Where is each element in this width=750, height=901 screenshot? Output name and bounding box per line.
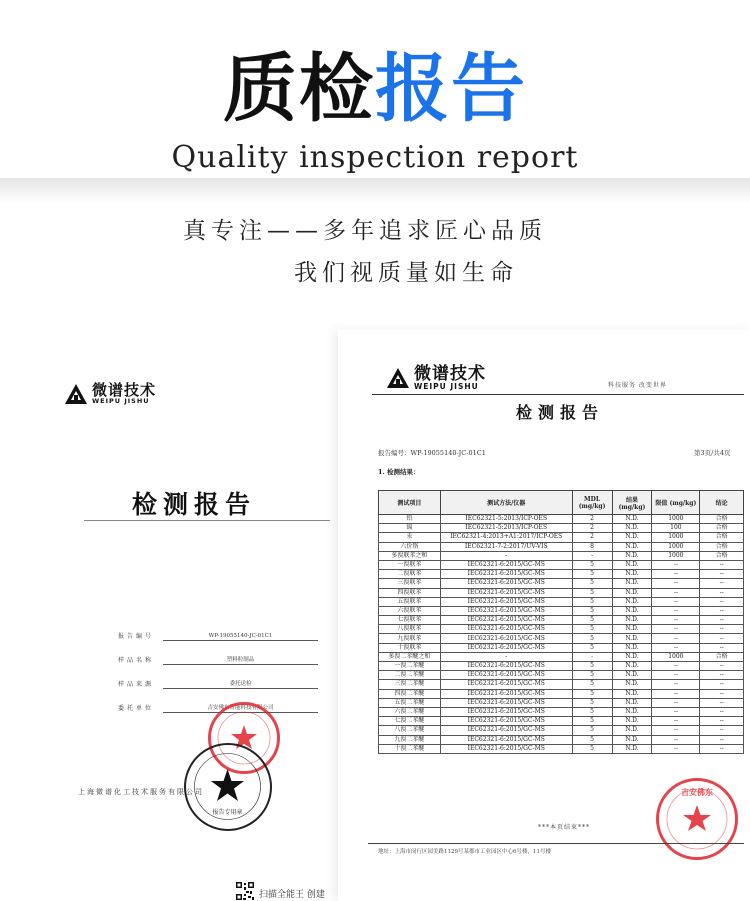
table-cell: IEC62321-6:2015/GC-MS bbox=[440, 726, 572, 735]
table-cell: IEC62321-6:2015/GC-MS bbox=[440, 662, 572, 671]
table-row bbox=[379, 588, 744, 597]
table-cell: 5 bbox=[572, 616, 612, 625]
column-header: 限值 (mg/kg) bbox=[652, 491, 700, 515]
logo-mark-icon bbox=[64, 383, 88, 405]
table-cell: -- bbox=[700, 625, 744, 634]
table-cell: 六溴二苯醚 bbox=[379, 707, 441, 716]
table-cell: -- bbox=[652, 560, 700, 569]
table-cell: 5 bbox=[572, 744, 612, 753]
table-cell: 七溴二苯醚 bbox=[379, 717, 441, 726]
table-cell: IEC62321-6:2015/GC-MS bbox=[440, 570, 572, 579]
logo-en-text: WEIPU JISHU bbox=[92, 397, 150, 406]
page-end-mark: ***本页结束*** bbox=[538, 824, 591, 831]
table-cell: N.D. bbox=[612, 551, 652, 560]
footer-address: 地址：上海市闵行区园美路1129号某都市工业园区中心6号楼，11号楼 bbox=[378, 849, 551, 855]
table-cell: IEC62321-6:2015/GC-MS bbox=[440, 616, 572, 625]
table-row bbox=[379, 606, 744, 615]
table-cell: N.D. bbox=[612, 671, 652, 680]
table-cell: -- bbox=[652, 717, 700, 726]
table-cell: 5 bbox=[572, 698, 612, 707]
table-cell: N.D. bbox=[612, 515, 652, 524]
qr-caption: 扫描全能王 创建 bbox=[259, 890, 325, 900]
table-cell: 5 bbox=[572, 643, 612, 652]
table-row bbox=[379, 597, 744, 606]
table-cell: IEC62321-5:2013/ICP-OES bbox=[440, 515, 572, 524]
table-cell: -- bbox=[700, 643, 744, 652]
company-black-stamp bbox=[184, 743, 272, 831]
table-cell: -- bbox=[700, 744, 744, 753]
table-cell: -- bbox=[652, 597, 700, 606]
table-cell: 1000 bbox=[652, 542, 700, 551]
table-cell: N.D. bbox=[612, 717, 652, 726]
company-logo bbox=[64, 383, 156, 405]
header-shadow-divider bbox=[0, 178, 750, 204]
table-cell: -- bbox=[700, 689, 744, 698]
table-cell: -- bbox=[700, 726, 744, 735]
table-cell: 5 bbox=[572, 625, 612, 634]
table-cell: 五溴二苯醚 bbox=[379, 698, 441, 707]
table-row bbox=[379, 698, 744, 707]
field-value: WP-19055140-JC-01C1 bbox=[208, 633, 273, 639]
issuing-company: 上海微谱化工技术服务有限公司 bbox=[78, 788, 204, 796]
table-cell: 5 bbox=[572, 597, 612, 606]
table-row bbox=[379, 616, 744, 625]
table-cell: -- bbox=[700, 662, 744, 671]
table-cell: 1000 bbox=[652, 652, 700, 661]
table-cell: 5 bbox=[572, 689, 612, 698]
logo-mark-icon bbox=[386, 367, 410, 389]
table-cell: -- bbox=[700, 698, 744, 707]
table-cell: -- bbox=[652, 616, 700, 625]
table-cell: IEC62321-6:2015/GC-MS bbox=[440, 735, 572, 744]
table-cell: IEC62321-6:2015/GC-MS bbox=[440, 634, 572, 643]
slogan-line-2: 我们视质量如生命 bbox=[294, 260, 518, 286]
table-row bbox=[379, 662, 744, 671]
table-cell: 5 bbox=[572, 680, 612, 689]
table-cell: 合格 bbox=[700, 515, 744, 524]
table-cell: 九溴二苯醚 bbox=[379, 735, 441, 744]
cover-divider bbox=[84, 520, 330, 521]
logo-cn-text: 微谱技术 bbox=[92, 381, 157, 400]
table-cell: 铅 bbox=[379, 515, 441, 524]
qr-code-icon bbox=[235, 881, 255, 901]
table-cell: 二溴二苯醚 bbox=[379, 671, 441, 680]
table-row bbox=[379, 726, 744, 735]
logo-en-text: WEIPU JISHU bbox=[414, 382, 479, 391]
table-row bbox=[379, 542, 744, 551]
table-cell: -- bbox=[700, 606, 744, 615]
table-cell: -- bbox=[652, 735, 700, 744]
table-cell: 5 bbox=[572, 726, 612, 735]
table-cell: N.D. bbox=[612, 533, 652, 542]
table-cell: N.D. bbox=[612, 707, 652, 716]
table-cell: IEC62321-6:2015/GC-MS bbox=[440, 689, 572, 698]
header-slogan: 科技服务 改变世界 bbox=[608, 382, 667, 389]
table-cell: IEC62321-6:2015/GC-MS bbox=[440, 680, 572, 689]
table-cell: -- bbox=[652, 588, 700, 597]
table-cell: -- bbox=[700, 588, 744, 597]
table-cell: 三溴二苯醚 bbox=[379, 680, 441, 689]
table-cell: IEC62321-6:2015/GC-MS bbox=[440, 671, 572, 680]
table-row bbox=[379, 652, 744, 661]
table-cell: 1000 bbox=[652, 551, 700, 560]
table-cell: N.D. bbox=[612, 524, 652, 533]
table-cell: N.D. bbox=[612, 597, 652, 606]
table-cell: 5 bbox=[572, 707, 612, 716]
table-cell: IEC62321-5:2013/ICP-OES bbox=[440, 524, 572, 533]
stamp-label: 吉安佛东 bbox=[681, 787, 713, 797]
table-cell: 5 bbox=[572, 560, 612, 569]
table-cell: 九溴联苯 bbox=[379, 634, 441, 643]
table-cell: 5 bbox=[572, 570, 612, 579]
table-cell: N.D. bbox=[612, 588, 652, 597]
table-cell: 三溴联苯 bbox=[379, 579, 441, 588]
table-cell: 八溴联苯 bbox=[379, 625, 441, 634]
table-cell: -- bbox=[700, 634, 744, 643]
table-cell: N.D. bbox=[612, 662, 652, 671]
table-cell: -- bbox=[700, 597, 744, 606]
table-cell: N.D. bbox=[612, 726, 652, 735]
table-cell: IEC62321-4:2013+A1:2017/ICP-OES bbox=[440, 533, 572, 542]
table-cell: N.D. bbox=[612, 698, 652, 707]
table-cell: -- bbox=[652, 634, 700, 643]
title-black-part: 质检 bbox=[223, 46, 375, 132]
table-cell: N.D. bbox=[612, 579, 652, 588]
table-cell: IEC62321-7-2:2017/UV-VIS bbox=[440, 542, 572, 551]
table-cell: -- bbox=[652, 606, 700, 615]
table-cell: 5 bbox=[572, 634, 612, 643]
field-label: 委托单位 bbox=[118, 705, 155, 712]
table-row bbox=[379, 643, 744, 652]
table-row bbox=[379, 735, 744, 744]
table-cell: 四溴二苯醚 bbox=[379, 689, 441, 698]
table-cell: 合格 bbox=[700, 542, 744, 551]
table-cell: IEC62321-6:2015/GC-MS bbox=[440, 597, 572, 606]
table-cell: N.D. bbox=[612, 570, 652, 579]
header-divider bbox=[372, 394, 744, 395]
table-row bbox=[379, 625, 744, 634]
table-cell: -- bbox=[652, 698, 700, 707]
table-cell: IEC62321-6:2015/GC-MS bbox=[440, 606, 572, 615]
table-row bbox=[379, 570, 744, 579]
table-header-row bbox=[379, 491, 744, 515]
table-cell: 合格 bbox=[700, 524, 744, 533]
table-cell: -- bbox=[652, 570, 700, 579]
table-cell: 一溴二苯醚 bbox=[379, 662, 441, 671]
table-cell: 十溴二苯醚 bbox=[379, 744, 441, 753]
field-label: 样品名称 bbox=[118, 657, 155, 664]
page-title bbox=[0, 46, 750, 132]
table-cell: -- bbox=[700, 579, 744, 588]
page-number: 第3页/共4页 bbox=[694, 449, 731, 457]
table-cell: -- bbox=[652, 726, 700, 735]
table-cell: 五溴联苯 bbox=[379, 597, 441, 606]
table-cell: 四溴联苯 bbox=[379, 588, 441, 597]
table-cell: 镉 bbox=[379, 524, 441, 533]
table-cell: -- bbox=[700, 707, 744, 716]
table-cell: 多溴二苯醚之和 bbox=[379, 652, 441, 661]
report-cover-page bbox=[38, 345, 350, 901]
table-cell: -- bbox=[652, 689, 700, 698]
column-header: 测试项目 bbox=[379, 491, 441, 515]
table-row bbox=[379, 689, 744, 698]
table-cell: N.D. bbox=[612, 634, 652, 643]
column-header: MDL (mg/kg) bbox=[572, 491, 612, 515]
table-cell: IEC62321-6:2015/GC-MS bbox=[440, 707, 572, 716]
table-cell: 1000 bbox=[652, 533, 700, 542]
cover-report-title: 检测报告 bbox=[131, 490, 256, 519]
table-cell: -- bbox=[652, 579, 700, 588]
table-row bbox=[379, 671, 744, 680]
field-label: 样品来源 bbox=[118, 681, 155, 688]
slogan-line-1: 真专注——多年追求匠心品质 bbox=[183, 218, 547, 244]
table-cell: -- bbox=[652, 662, 700, 671]
table-row bbox=[379, 634, 744, 643]
field-sample-source bbox=[118, 677, 318, 689]
table-cell: -- bbox=[700, 735, 744, 744]
table-cell: -- bbox=[700, 570, 744, 579]
field-value: 委托送检 bbox=[229, 681, 252, 687]
table-cell: -- bbox=[700, 671, 744, 680]
table-cell: 5 bbox=[572, 606, 612, 615]
table-cell: -- bbox=[652, 671, 700, 680]
table-cell: IEC62321-6:2015/GC-MS bbox=[440, 625, 572, 634]
table-cell: 5 bbox=[572, 579, 612, 588]
table-cell: -- bbox=[652, 643, 700, 652]
table-cell: 100 bbox=[652, 524, 700, 533]
table-cell: 多溴联苯之和 bbox=[379, 551, 441, 560]
table-cell: - bbox=[572, 652, 612, 661]
table-cell: N.D. bbox=[612, 744, 652, 753]
field-value: 塑料粒制品 bbox=[226, 657, 255, 663]
table-cell: - bbox=[440, 652, 572, 661]
table-cell: -- bbox=[652, 707, 700, 716]
table-cell: 十溴联苯 bbox=[379, 643, 441, 652]
table-row bbox=[379, 515, 744, 524]
stamp-label: 报告专用章 bbox=[212, 809, 243, 816]
table-cell: N.D. bbox=[612, 735, 652, 744]
table-row bbox=[379, 707, 744, 716]
table-cell: N.D. bbox=[612, 616, 652, 625]
table-cell: -- bbox=[700, 560, 744, 569]
table-cell: 八溴二苯醚 bbox=[379, 726, 441, 735]
table-row bbox=[379, 560, 744, 569]
table-cell: IEC62321-6:2015/GC-MS bbox=[440, 744, 572, 753]
table-cell: 2 bbox=[572, 515, 612, 524]
page-subtitle: Quality inspection report bbox=[171, 140, 579, 175]
table-cell: IEC62321-6:2015/GC-MS bbox=[440, 698, 572, 707]
table-cell: -- bbox=[700, 680, 744, 689]
logo-cn-text: 微谱技术 bbox=[414, 364, 486, 384]
table-cell: 汞 bbox=[379, 533, 441, 542]
column-header: 测试方法/仪器 bbox=[440, 491, 572, 515]
column-header: 结果 (mg/kg) bbox=[612, 491, 652, 515]
table-cell: IEC62321-6:2015/GC-MS bbox=[440, 717, 572, 726]
table-row bbox=[379, 533, 744, 542]
table-cell: 二溴联苯 bbox=[379, 570, 441, 579]
table-cell: 六价铬 bbox=[379, 542, 441, 551]
table-cell: - bbox=[440, 551, 572, 560]
table-cell: N.D. bbox=[612, 560, 652, 569]
client-red-stamp bbox=[656, 778, 738, 860]
table-cell: - bbox=[572, 551, 612, 560]
table-cell: 5 bbox=[572, 662, 612, 671]
table-cell: 合格 bbox=[700, 551, 744, 560]
table-cell: 8 bbox=[572, 542, 612, 551]
report-results-page bbox=[338, 330, 750, 901]
results-report-title: 检测报告 bbox=[516, 403, 605, 422]
table-row bbox=[379, 551, 744, 560]
table-cell: IEC62321-6:2015/GC-MS bbox=[440, 560, 572, 569]
table-cell: 5 bbox=[572, 588, 612, 597]
table-cell: N.D. bbox=[612, 680, 652, 689]
report-number: 报告编号：WP-19055140-JC-01C1 bbox=[378, 449, 486, 457]
table-cell: IEC62321-6:2015/GC-MS bbox=[440, 643, 572, 652]
table-row bbox=[379, 744, 744, 753]
title-blue-part: 报告 bbox=[375, 46, 527, 132]
field-value: 吉安佛东智能科技有限公司 bbox=[207, 705, 274, 711]
column-header: 结论 bbox=[700, 491, 744, 515]
table-cell: 七溴联苯 bbox=[379, 616, 441, 625]
section-heading: 1. 检测结果： bbox=[378, 468, 420, 476]
table-cell: 2 bbox=[572, 533, 612, 542]
table-cell: N.D. bbox=[612, 606, 652, 615]
table-cell: N.D. bbox=[612, 542, 652, 551]
table-cell: IEC62321-6:2015/GC-MS bbox=[440, 588, 572, 597]
table-cell: -- bbox=[652, 744, 700, 753]
table-row bbox=[379, 680, 744, 689]
table-cell: 1000 bbox=[652, 515, 700, 524]
table-cell: 5 bbox=[572, 735, 612, 744]
company-logo bbox=[386, 366, 486, 391]
table-cell: IEC62321-6:2015/GC-MS bbox=[440, 579, 572, 588]
table-cell: -- bbox=[652, 680, 700, 689]
table-cell: 一溴联苯 bbox=[379, 560, 441, 569]
field-sample-name bbox=[118, 653, 318, 665]
field-label: 报告编号 bbox=[118, 633, 155, 640]
table-cell: 5 bbox=[572, 671, 612, 680]
table-cell: -- bbox=[700, 717, 744, 726]
table-cell: N.D. bbox=[612, 643, 652, 652]
table-cell: 2 bbox=[572, 524, 612, 533]
table-cell: -- bbox=[700, 616, 744, 625]
table-cell: 合格 bbox=[700, 652, 744, 661]
footer-divider bbox=[368, 843, 744, 844]
results-table bbox=[378, 490, 744, 754]
table-cell: -- bbox=[652, 625, 700, 634]
table-row bbox=[379, 579, 744, 588]
table-cell: 合格 bbox=[700, 533, 744, 542]
table-row bbox=[379, 524, 744, 533]
table-row bbox=[379, 717, 744, 726]
table-cell: 5 bbox=[572, 717, 612, 726]
table-cell: 六溴联苯 bbox=[379, 606, 441, 615]
table-cell: N.D. bbox=[612, 689, 652, 698]
field-report-number bbox=[118, 629, 318, 641]
table-cell: N.D. bbox=[612, 625, 652, 634]
table-cell: N.D. bbox=[612, 652, 652, 661]
